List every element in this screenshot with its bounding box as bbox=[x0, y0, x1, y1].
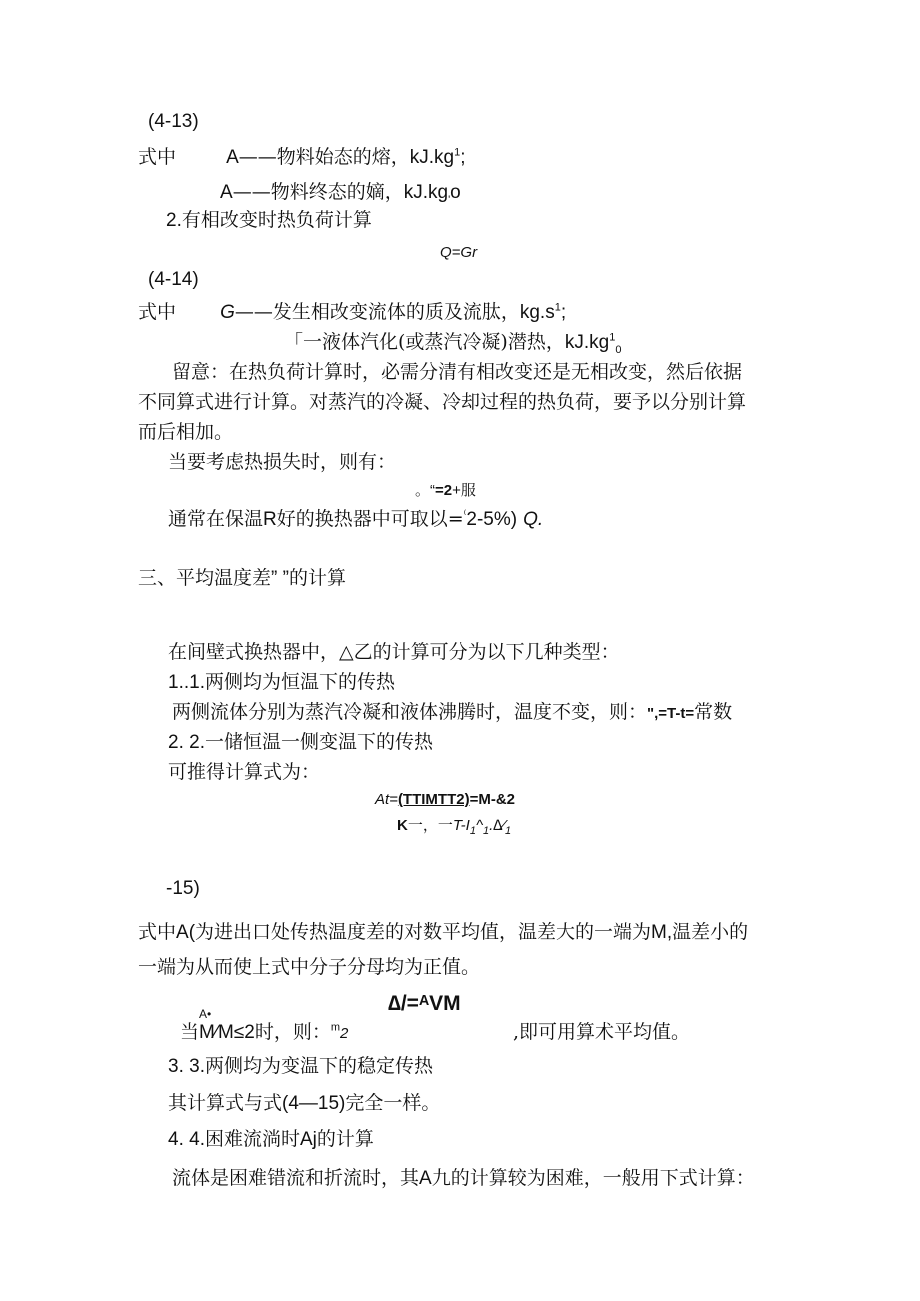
type-1-desc-b: ",=T-t= bbox=[647, 705, 695, 722]
formula-sub-c: T-I bbox=[452, 817, 470, 834]
item-2-text: 有相改变时热负荷计算 bbox=[181, 209, 372, 231]
type-1-text: 两侧均为恒温下的传热 bbox=[204, 671, 395, 693]
definition-g bbox=[138, 300, 566, 325]
heat-loss-part-c: +服 bbox=[452, 482, 476, 499]
arithmetic-mean-formula: ∆/=ᴬVM bbox=[388, 992, 461, 1015]
explain-1-e: 温差小的 bbox=[672, 921, 749, 943]
g-end: ; bbox=[560, 302, 567, 323]
type-2-text: 一储恒温一侧变温下的传热 bbox=[204, 731, 433, 753]
usual-text-a: 通常在保温 bbox=[168, 508, 264, 530]
formula-main-c: =M-&2 bbox=[469, 791, 516, 808]
type-4-number: 4. 4. bbox=[168, 1129, 205, 1150]
condition-conclusion: ,即可用算术平均值。 bbox=[513, 1021, 691, 1043]
formula-denominator bbox=[397, 814, 511, 838]
formula-main-a: At= bbox=[375, 791, 398, 808]
h1-end: ; bbox=[460, 147, 466, 168]
type-3-heading bbox=[168, 1054, 433, 1079]
condition-line bbox=[180, 1020, 348, 1046]
type-3-description bbox=[168, 1091, 440, 1116]
item-2-number: 2. bbox=[166, 210, 182, 231]
equation-heat-loss bbox=[415, 479, 476, 503]
h2-end: o bbox=[450, 182, 461, 203]
small-dot: • bbox=[207, 1007, 212, 1021]
type-4-heading bbox=[168, 1127, 374, 1152]
formula-main-b: (TTIMTT2) bbox=[397, 791, 470, 808]
type-4-desc-a: 流体是困难错流和折流时，其 bbox=[172, 1167, 420, 1189]
type-1-number: 1..1. bbox=[168, 672, 205, 693]
cond-c: 时，则： bbox=[254, 1021, 331, 1043]
type-4-desc-c: 九的计算较为困难，一般用下式计算： bbox=[431, 1167, 755, 1189]
type-1-desc-a: 两侧流体分别为蒸汽冷凝和液体沸腾时，温度不变，则： bbox=[172, 701, 648, 723]
type-3-number: 3. 3. bbox=[168, 1056, 205, 1077]
equation-label-15: -15) bbox=[166, 878, 200, 899]
type-4-description bbox=[172, 1166, 755, 1191]
formula-sub-e: ^ bbox=[475, 817, 483, 834]
r-unit: kJ.kg bbox=[564, 332, 610, 353]
definition-h1 bbox=[138, 145, 466, 170]
usual-range-line bbox=[168, 507, 543, 532]
note-line-3: 而后相加。 bbox=[138, 421, 234, 443]
section-3-heading bbox=[138, 566, 346, 591]
r-description: 「一液体汽化(或蒸汽冷凝)潜热， bbox=[284, 331, 565, 353]
equation-label-4-13: (4-13) bbox=[148, 111, 199, 132]
type-3-text: 两侧均为变温下的稳定传热 bbox=[204, 1055, 433, 1077]
type-3-desc-b: (4—15) bbox=[282, 1093, 346, 1114]
type-1-desc-c: 常数 bbox=[694, 701, 733, 723]
equation-label-4-14: (4-14) bbox=[148, 269, 199, 290]
explain-1-a: 式中 bbox=[138, 921, 177, 943]
explain-1-c: 为进出口处传热温度差的对数平均值，温差大的一端为 bbox=[195, 921, 652, 943]
cond-a: 当 bbox=[180, 1021, 200, 1043]
usual-text-mark: ⁽ bbox=[463, 508, 467, 521]
usual-text-q: Q. bbox=[523, 509, 544, 530]
type-2-formula-intro: 可推得计算式为： bbox=[168, 761, 321, 783]
type-1-description bbox=[172, 700, 732, 726]
type-4-text-a: 困难流淌时 bbox=[204, 1128, 300, 1150]
h2-description: ——物料终态的嫡， bbox=[232, 181, 404, 203]
h2-symbol: A bbox=[220, 182, 233, 203]
formula-sub-b: 一，一 bbox=[407, 817, 453, 834]
heat-loss-part-b: =2 bbox=[435, 482, 453, 499]
definition-r bbox=[284, 330, 621, 355]
cond-b: M⁄M≤2 bbox=[199, 1022, 255, 1043]
g-unit-exponent: 1 bbox=[554, 301, 561, 314]
cond-e: 2 bbox=[340, 1025, 349, 1042]
h1-unit-exponent: 1 bbox=[454, 146, 461, 159]
h1-symbol: A bbox=[226, 147, 239, 168]
section-3-title-a: 三、平均温度差 bbox=[138, 567, 272, 589]
small-a: A bbox=[199, 1007, 208, 1021]
type-3-desc-a: 其计算式与式 bbox=[168, 1092, 283, 1114]
h1-description: ——物料始态的熔， bbox=[238, 146, 410, 168]
r-end: 0 bbox=[615, 343, 622, 356]
section-3-title-b: 的计算 bbox=[288, 567, 346, 589]
usual-text-c: 2-5%) bbox=[466, 509, 518, 530]
usual-text-r: R bbox=[263, 509, 277, 530]
heat-loss-part-a: 。“ bbox=[415, 482, 435, 499]
formula-sub-d: 1 bbox=[469, 825, 476, 837]
shizhong-label: 式中 bbox=[138, 146, 177, 168]
section-3-title-quotes: ” ” bbox=[271, 568, 289, 589]
h2-unit: kJ.kg bbox=[403, 182, 449, 203]
equation-q-gr: Q=Gr bbox=[440, 244, 478, 261]
usual-text-b: 好的换热器中可取以= bbox=[276, 508, 464, 530]
type-3-desc-c: 完全一样。 bbox=[345, 1092, 441, 1114]
type-1-heading bbox=[168, 670, 395, 695]
type-2-number: 2. 2. bbox=[168, 732, 205, 753]
formula-main bbox=[375, 788, 515, 812]
item-2-heading bbox=[166, 208, 372, 233]
type-2-heading bbox=[168, 730, 433, 755]
types-intro: 在间壁式换热器中，△乙的计算可分为以下几种类型： bbox=[168, 641, 620, 663]
g-symbol: G bbox=[220, 302, 235, 323]
h1-unit: kJ.kg bbox=[409, 147, 455, 168]
type-4-text-b: Aj bbox=[300, 1129, 317, 1150]
type-4-text-c: 的计算 bbox=[316, 1128, 374, 1150]
explain-line-1 bbox=[138, 920, 748, 945]
explain-line-2: 一端为从而使上式中分子分母均为正值。 bbox=[138, 956, 481, 978]
heat-loss-intro: 当要考虑热损失时，则有： bbox=[168, 451, 397, 473]
formula-sub-a: K bbox=[397, 817, 408, 834]
g-description: ——发生相改变流体的质及流肽， bbox=[234, 301, 520, 323]
shizhong-label-2: 式中 bbox=[138, 301, 177, 323]
r-unit-exponent: 1 bbox=[609, 331, 616, 344]
note-line-1: 留意：在热负荷计算时，必需分清有相改变还是无相改变，然后依据 bbox=[172, 361, 743, 383]
g-unit: kg.s bbox=[519, 302, 555, 323]
formula-sub-h: 1 bbox=[504, 825, 512, 837]
formula-sub-f: 1 bbox=[482, 825, 490, 837]
explain-1-b: A( bbox=[176, 922, 196, 943]
explain-1-d: M, bbox=[651, 922, 673, 943]
formula-sub-g: .∆⁄ bbox=[489, 817, 505, 834]
type-4-desc-b: A bbox=[419, 1168, 432, 1189]
h2-unit-subscript: ' bbox=[448, 193, 451, 206]
cond-d: m bbox=[330, 1021, 341, 1034]
note-line-2: 不同算式进行计算。对蒸汽的冷凝、冷却过程的热负荷，要予以分别计算 bbox=[138, 391, 747, 413]
definition-h2 bbox=[220, 180, 461, 205]
